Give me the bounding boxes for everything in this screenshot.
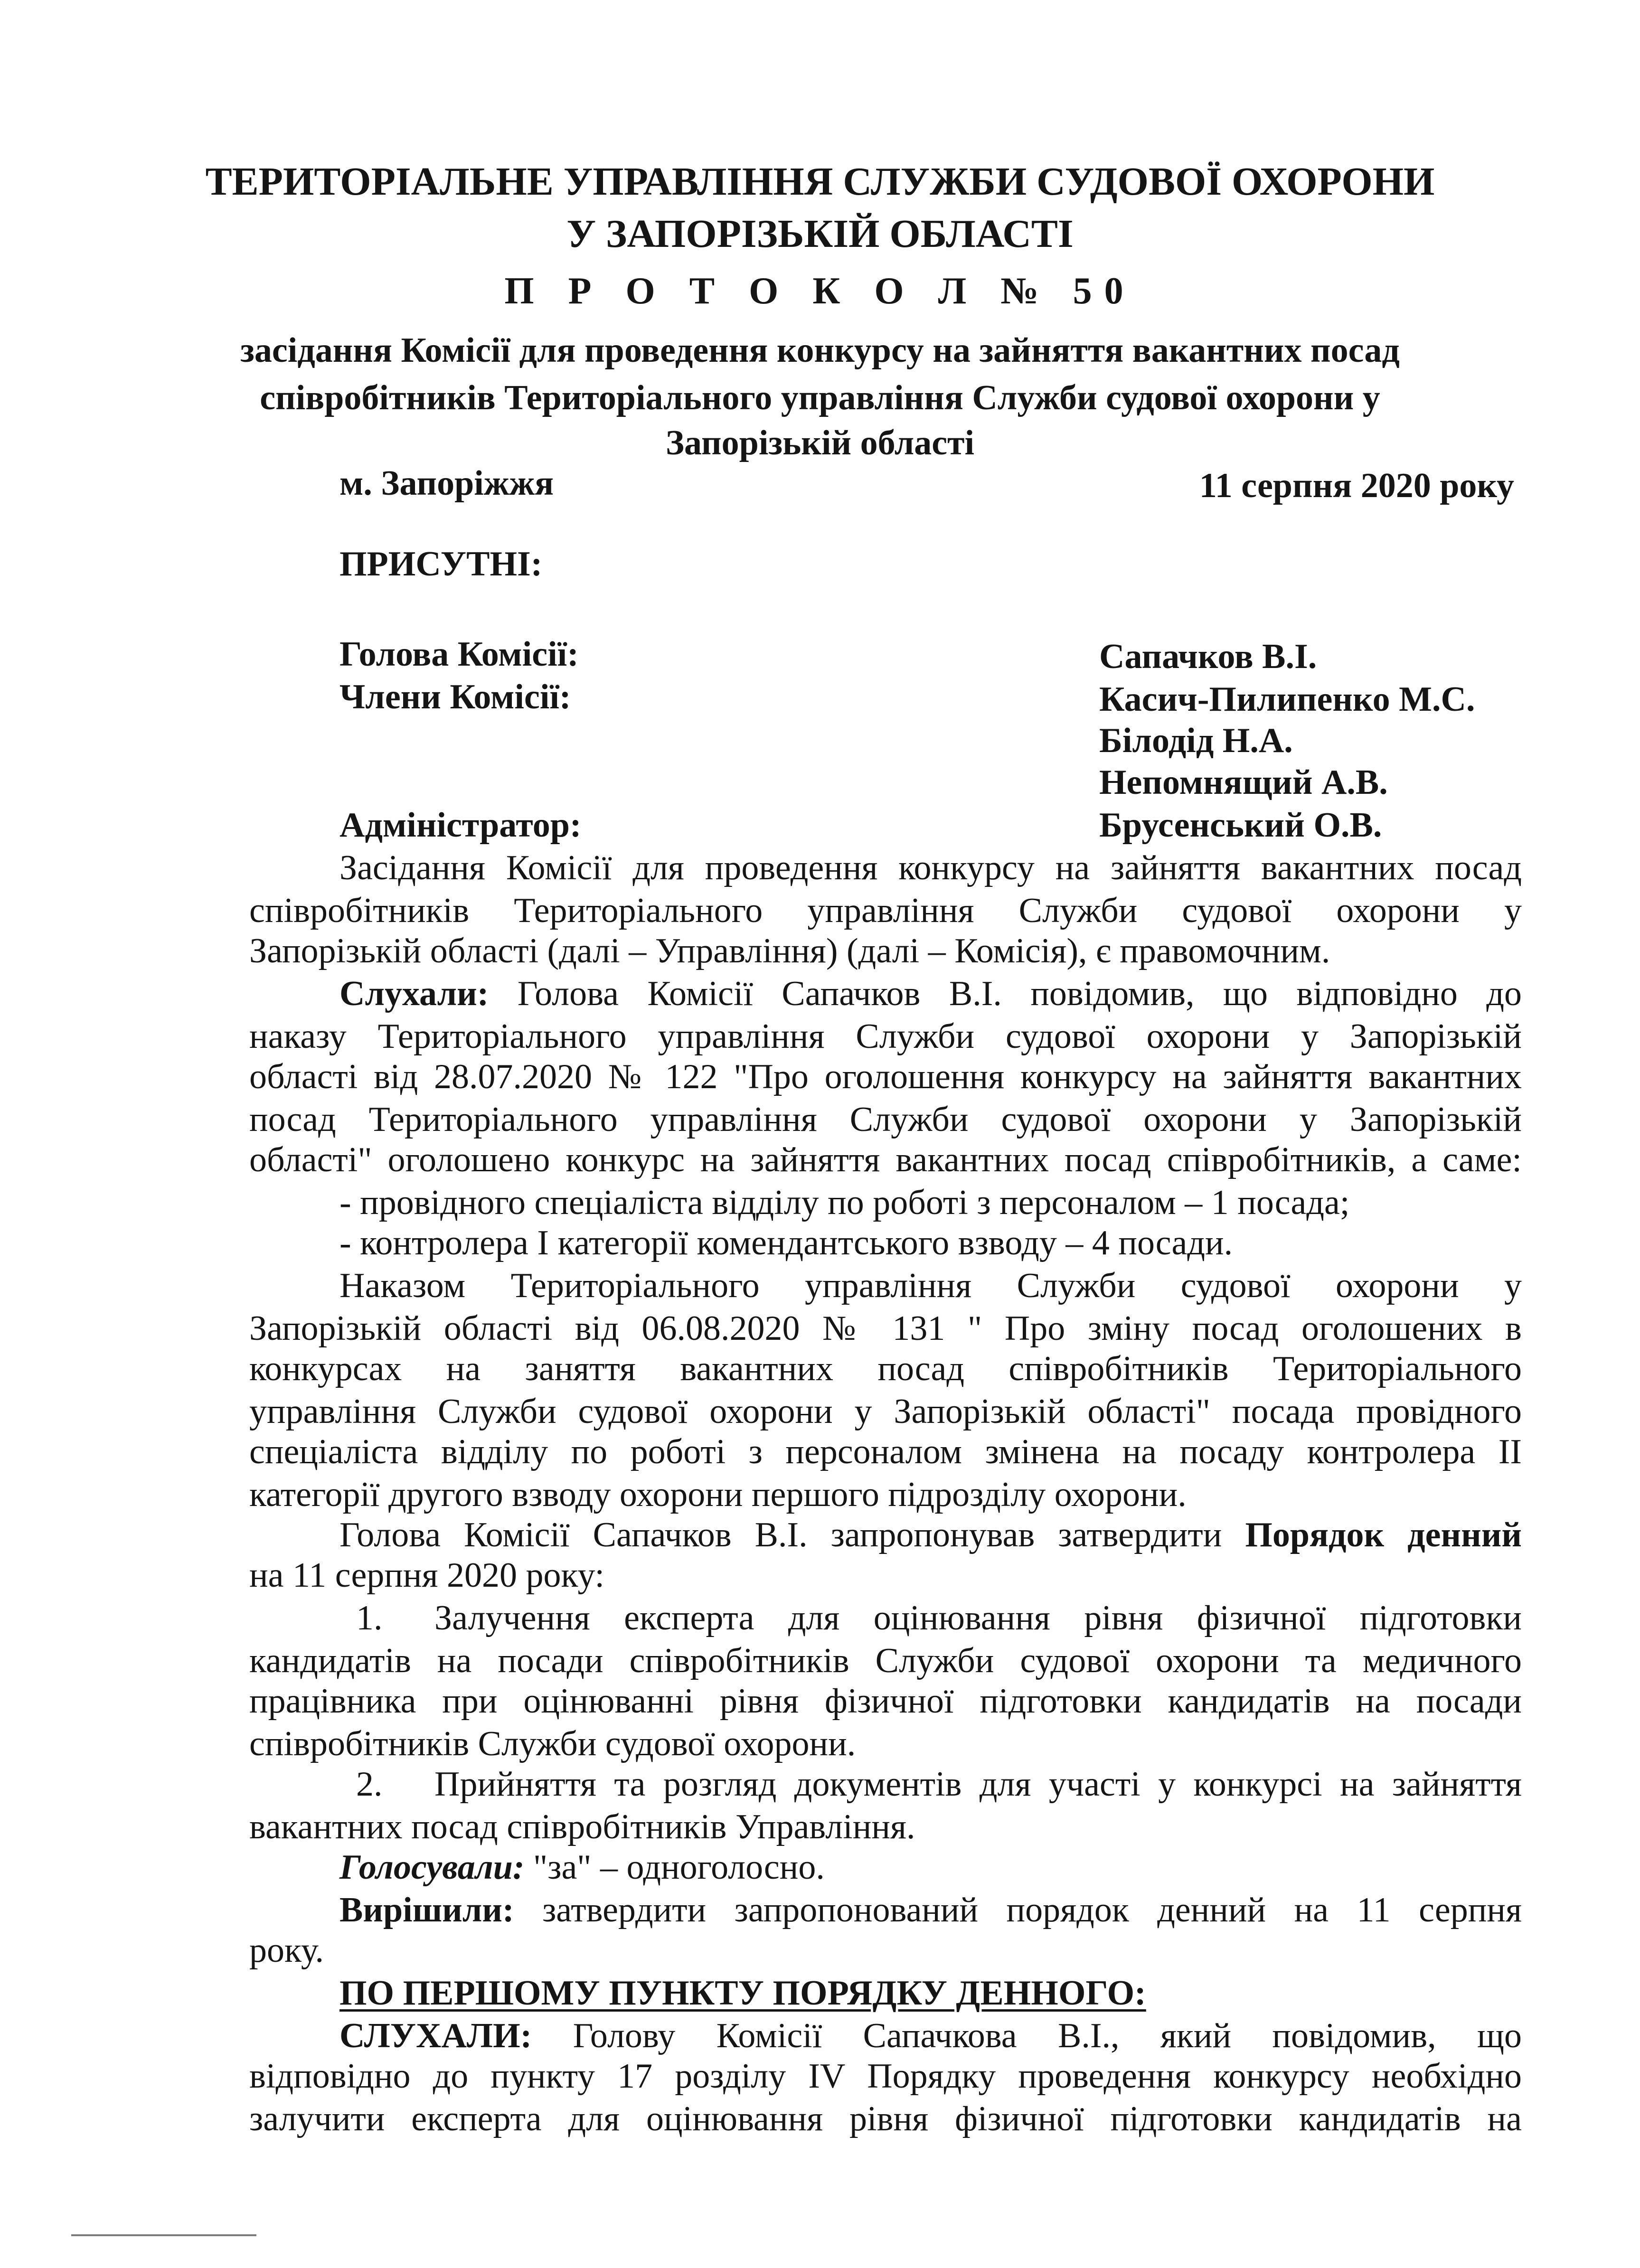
list-item: - провідного спеціаліста відділу по роботі з персоналом – 1 посада; [339, 1183, 1350, 1222]
paragraph-line: посад Територіального управління Служби судової охорони у Запорізькій [249, 1100, 1522, 1139]
paragraph-line: Запорізькій області від 06.08.2020 № 131 " Про зміну посад оголошених в [249, 1309, 1522, 1348]
list-item: - контролера І категорії комендантського взводу – 4 посади. [339, 1223, 1233, 1262]
members-label: Члени Комісії: [339, 678, 571, 716]
decision-line [339, 1887, 1522, 1933]
paragraph-line: Запорізькій області (далі – Управління) (далі – Комісія), є правомочним. [249, 932, 1330, 970]
member-name: Непомнящий А.В. [1099, 763, 1388, 802]
paragraph-line: конкурсах на заняття вакантних посад співробітників Територіального [249, 1349, 1522, 1388]
heard-first-line [339, 2013, 1522, 2059]
agenda-intro-text: Голова Комісії Сапачков В.І. запропонував затвердити [339, 1515, 1245, 1554]
paragraph-line: області від 28.07.2020 № 122 "Про оголошення конкурсу на зайняття вакантних [249, 1057, 1522, 1096]
agenda-item-line: вакантних посад співробітників Управління. [249, 1807, 915, 1846]
chair-label: Голова Комісії: [339, 635, 579, 674]
agenda-item-number: 1. [356, 1599, 383, 1637]
subtitle-line-3: Запорізькій області [665, 423, 975, 462]
vote-label: Голосували: [339, 1848, 525, 1887]
admin-label: Адміністратор: [339, 806, 582, 845]
subtitle-line-1: засідання Комісії для проведення конкурсу на зайняття вакантних посад [240, 331, 1400, 370]
chair-name: Сапачков В.І. [1099, 637, 1317, 676]
attendance-heading: ПРИСУТНІ: [339, 545, 543, 583]
agenda-item-line: Прийняття та розгляд документів для участі у конкурсі на зайняття [434, 1765, 1522, 1804]
paragraph-line: управління Служби судової охорони у Запорізькій області" посада провідного [249, 1392, 1522, 1431]
agenda-label: Порядок денний [1245, 1515, 1522, 1554]
member-name: Білодід Н.А. [1099, 721, 1293, 760]
agenda-item-line: кандидатів на посади співробітників Служби судової охорони та медичного [249, 1641, 1522, 1680]
heard-label-caps: СЛУХАЛИ: [339, 2016, 532, 2055]
decision-line-end: року. [249, 1931, 324, 1970]
footer-rule [71, 2234, 256, 2236]
paragraph-line: області" оголошено конкурс на зайняття вакантних посад співробітників, а саме: [249, 1140, 1522, 1179]
paragraph-line: співробітників Територіального управління Служби судової охорони у [249, 891, 1522, 930]
city: м. Запоріжжя [339, 464, 554, 503]
title-line-2: У ЗАПОРІЗЬКІЙ ОБЛАСТІ [566, 212, 1074, 256]
paragraph-line: відповідно до пункту 17 розділу IV Порядку проведення конкурсу необхідно [249, 2057, 1522, 2096]
paragraph-line: Наказом Територіального управління Служби судової охорони у [339, 1266, 1522, 1305]
decision-text: затвердити запропонований порядок денний на 11 серпня [514, 1891, 1522, 1929]
date: 11 серпня 2020 року [1199, 466, 1514, 505]
protocol-number: П Р О Т О К О Л № 50 [504, 270, 1136, 312]
paragraph-line: спеціаліста відділу по роботі з персоналом змінена на посаду контролера ІІ [249, 1432, 1522, 1471]
heard-text: Голова Комісії Сапачков В.І. повідомив, що відповідно до [489, 974, 1522, 1013]
agenda-item-line: співробітників Служби судової охорони. [249, 1724, 856, 1763]
paragraph-line: категорії другого взводу охорони першого підрозділу охорони. [249, 1475, 1187, 1514]
subtitle-line-2: співробітників Територіального управління Служби судової охорони у [260, 378, 1380, 417]
vote-line [339, 1845, 825, 1890]
heard-label: Слухали: [339, 974, 489, 1013]
agenda-intro-line [339, 1512, 1522, 1558]
admin-name: Брусенський О.В. [1099, 806, 1382, 845]
paragraph-line: на 11 серпня 2020 року: [249, 1556, 605, 1595]
paragraph-line: залучити експерта для оцінювання рівня фізичної підготовки кандидатів на [249, 2099, 1522, 2138]
heard-text: Голову Комісії Сапачкова В.І., який повідомив, що [532, 2016, 1522, 2055]
paragraph-line: наказу Територіального управління Служби судової охорони у Запорізькій [249, 1017, 1522, 1056]
agenda-item-number: 2. [356, 1765, 383, 1804]
agenda-item-line: Залучення експерта для оцінювання рівня фізичної підготовки [434, 1599, 1522, 1637]
agenda-item-line: працівника при оцінюванні рівня фізичної підготовки кандидатів на посади [249, 1682, 1522, 1721]
decision-label: Вирішили: [339, 1891, 514, 1929]
heard-paragraph-first-line [339, 971, 1522, 1016]
paragraph-line: Засідання Комісії для проведення конкурсу на зайняття вакантних посад [339, 848, 1522, 887]
title-line-1: ТЕРИТОРІАЛЬНЕ УПРАВЛІННЯ СЛУЖБИ СУДОВОЇ ОХОРОНИ [205, 160, 1435, 204]
section-heading: ПО ПЕРШОМУ ПУНКТУ ПОРЯДКУ ДЕННОГО: [339, 1974, 1146, 2013]
vote-text: "за" – одноголосно. [524, 1848, 825, 1887]
member-name: Касич-Пилипенко М.С. [1099, 680, 1475, 719]
